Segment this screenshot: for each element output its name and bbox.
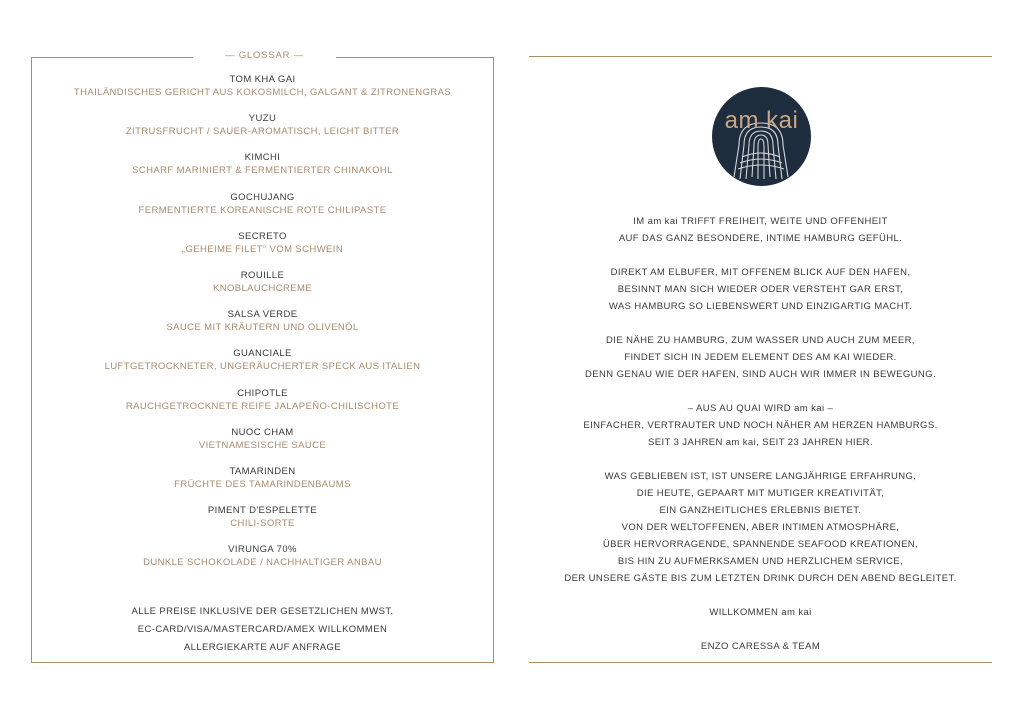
glossary-entry — [31, 504, 494, 543]
glossary-description: KNOBLAUCHCREME — [212, 282, 313, 294]
glossary-description: SCHARF MARINIERT & FERMENTIERTER CHINAKOHL — [132, 165, 393, 177]
bottom-rule — [529, 662, 992, 663]
am-kai-logo — [712, 87, 811, 186]
glossary-entry — [31, 230, 494, 269]
paragraph-gap — [529, 315, 992, 332]
glossary-term: TAMARINDEN — [229, 465, 296, 477]
glossary-term: PIMENT D'ESPELETTE — [207, 505, 318, 517]
glossary-entry — [31, 112, 494, 151]
glossary-description: VIETNAMESISCHE SAUCE — [198, 439, 327, 451]
glossary-entry — [31, 347, 494, 386]
glossary-entry — [31, 426, 494, 465]
story-line: SEIT 3 JAHREN am kai, SEIT 23 JAHREN HIER. — [648, 437, 873, 448]
story-line: WAS GEBLIEBEN IST, IST UNSERE LANGJÄHRIGE ERFAHRUNG, — [604, 471, 917, 482]
paragraph-gap — [529, 621, 992, 638]
logo-text: am kai — [724, 107, 799, 134]
glossary-term: GUANCIALE — [233, 348, 292, 360]
paragraph-gap — [529, 587, 992, 604]
top-rule — [529, 56, 992, 57]
story-line: WILLKOMMEN am kai — [709, 607, 812, 618]
story-line: IM am kai TRIFFT FREIHEIT, WEITE UND OFFENHEIT — [633, 216, 888, 227]
story-line: AUF DAS GANZ BESONDERE, INTIME HAMBURG GEFÜHL. — [618, 233, 903, 244]
glossary-term: SECRETO — [238, 230, 287, 242]
glossary-description: CHILI-SORTE — [230, 518, 295, 530]
glossary-entry — [31, 269, 494, 308]
fingerprint-icon — [712, 87, 811, 186]
glossary-term: KIMCHI — [244, 152, 281, 164]
glossary-description: THAILÄNDISCHES GERICHT AUS KOKOSMILCH, GALGANT & ZITRONENGRAS — [73, 87, 452, 98]
story-line: BIS HIN ZU AUFMERKSAMEN UND HERZLICHEM SERVICE, — [617, 556, 904, 567]
glossary-title: — GLOSSAR — — [193, 50, 336, 61]
glossary-term: SALSA VERDE — [227, 309, 298, 321]
story-line: DER UNSERE GÄSTE BIS ZUM LETZTEN DRINK DURCH DEN ABEND BEGLEITET. — [564, 573, 957, 584]
paragraph-gap — [529, 247, 992, 264]
story-line: DIE NÄHE ZU HAMBURG, ZUM WASSER UND AUCH ZUM MEER, — [606, 335, 915, 346]
glossary-term: TOM KHA GAI — [229, 74, 296, 85]
glossary-description: SAUCE MIT KRÄUTERN UND OLIVENÖL — [166, 322, 359, 334]
story-line: BESINNT MAN SICH WIEDER ODER VERSTEHT GAR ERST, — [617, 284, 904, 295]
glossary-entry — [31, 73, 494, 112]
glossary-description: LUFTGETROCKNETER, UNGERÄUCHERTER SPECK AUS ITALIEN — [104, 361, 421, 373]
story-line: EIN GANZHEITLICHES ERLEBNIS BIETET. — [659, 505, 862, 516]
glossary-description: ZITRUSFRUCHT / SAUER-AROMATISCH, LEICHT BITTER — [125, 126, 400, 138]
glossary-description: RAUCHGETROCKNETE REIFE JALAPEÑO-CHILISCHOTE — [125, 400, 400, 412]
paragraph-gap — [529, 383, 992, 400]
glossary-description: FRÜCHTE DES TAMARINDENBAUMS — [174, 478, 351, 490]
story-line: ÜBER HERVORRAGENDE, SPANNENDE SEAFOOD KREATIONEN, — [602, 539, 919, 550]
glossary-description: FERMENTIERTE KOREANISCHE ROTE CHILIPASTE — [138, 204, 387, 216]
story-line: – AUS AU QUAI WIRD am kai – — [687, 403, 834, 414]
glossary-entry — [31, 465, 494, 504]
glossary-term: YUZU — [248, 113, 277, 125]
glossary-term: NUOC CHAM — [231, 426, 294, 438]
glossary-entry — [31, 308, 494, 347]
glossary-term: CHIPOTLE — [237, 387, 288, 399]
story-line: ENZO CARESSA & TEAM — [700, 641, 821, 652]
story-line: DIREKT AM ELBUFER, MIT OFFENEM BLICK AUF DEN HAFEN, — [610, 267, 911, 278]
glossary-list — [31, 73, 494, 582]
story-line: DENN GENAU WIE DER HAFEN, SIND AUCH WIR IMMER IN BEWEGUNG. — [585, 369, 936, 380]
paragraph-gap — [529, 451, 992, 468]
glossary-description: DUNKLE SCHOKOLADE / NACHHALTIGER ANBAU — [143, 557, 382, 569]
story-line: DIE HEUTE, GEPAART MIT MUTIGER KREATIVITÄT, — [636, 488, 885, 499]
story-line: FINDET SICH IN JEDEM ELEMENT DES AM KAI WIEDER. — [624, 352, 897, 363]
glossary-entry — [31, 151, 494, 190]
note-allergy: ALLERGIEKARTE AUF ANFRAGE — [183, 642, 342, 653]
glossary-notes — [31, 603, 494, 657]
story-line: VON DER WELTOFFENEN, ABER INTIMEN ATMOSPHÄRE, — [621, 522, 900, 533]
glossary-term: GOCHUJANG — [230, 191, 295, 203]
story-text — [529, 213, 992, 655]
note-payment: EC-CARD/VISA/MASTERCARD/AMEX WILLKOMMEN — [137, 624, 388, 635]
note-vat: ALLE PREISE INKLUSIVE DER GESETZLICHEN MWST. — [131, 606, 394, 617]
story-line: EINFACHER, VERTRAUTER UND NOCH NÄHER AM HERZEN HAMBURGS. — [583, 420, 938, 431]
glossary-description: „GEHEIME FILET“ VOM SCHWEIN — [181, 243, 344, 255]
glossary-term: VIRUNGA 70% — [228, 544, 297, 556]
glossary-entry — [31, 191, 494, 230]
glossary-entry — [31, 543, 494, 582]
glossary-term: ROUILLE — [240, 269, 285, 281]
glossary-entry — [31, 387, 494, 426]
story-line: WAS HAMBURG SO LIEBENSWERT UND EINZIGARTIG MACHT. — [608, 301, 913, 312]
